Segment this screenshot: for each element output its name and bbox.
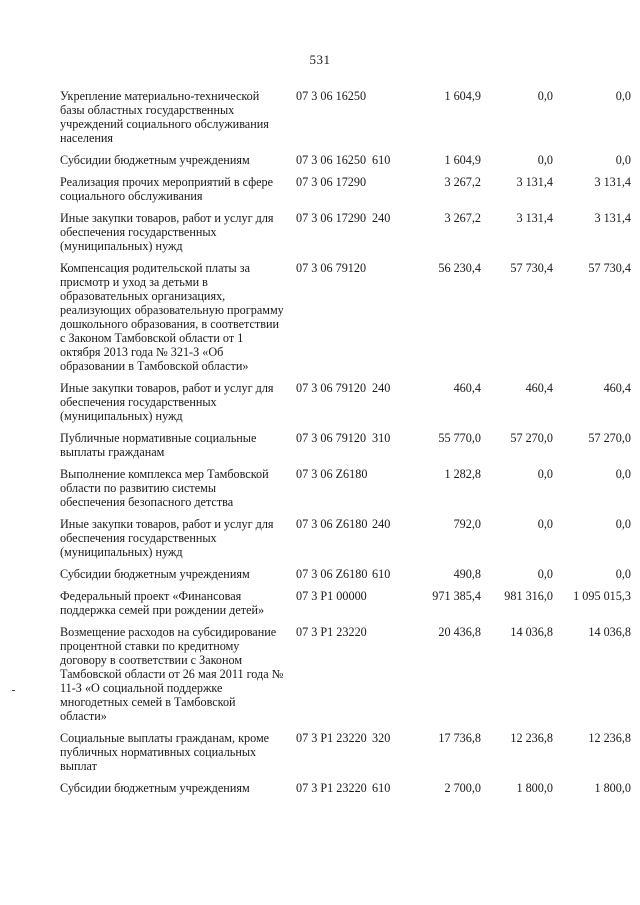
row-name: Возмещение расходов на субсидирование процентной ставки по кредитному договору в соответствии с Законом Тамбовской области от 26 мая 2011 года № 11-З «О социальной поддержке многодетных семей в Тамбовской области» xyxy=(60,625,284,723)
page-number: 531 xyxy=(309,52,331,67)
row-value-year2: 57 270,0 xyxy=(510,431,553,445)
row-value-year1: 1 604,9 xyxy=(444,153,481,167)
row-value-year3: 14 036,8 xyxy=(588,625,631,639)
row-name: Компенсация родительской платы за присмотр и уход за детьми в образовательных организациях, реализующих образовательную программу дошкольного образования, в соответствии с Законом Тамбовской области от 1 октября 2013 года № 321-З «Об образовании в Тамбовской области» xyxy=(60,261,284,373)
row-value-year2: 0,0 xyxy=(537,567,553,581)
table-row xyxy=(0,781,640,795)
row-value-year1: 490,8 xyxy=(453,567,481,581)
table-row xyxy=(0,89,640,145)
row-name: Субсидии бюджетным учреждениям xyxy=(60,153,250,167)
row-name: Иные закупки товаров, работ и услуг для обеспечения государственных (муниципальных) нужд xyxy=(60,211,274,253)
row-expense-type: 610 xyxy=(372,567,391,581)
row-value-year3: 3 131,4 xyxy=(594,175,631,189)
row-value-year1: 971 385,4 xyxy=(432,589,481,603)
row-value-year3: 0,0 xyxy=(615,153,631,167)
row-name: Иные закупки товаров, работ и услуг для обеспечения государственных (муниципальных) нужд xyxy=(60,517,274,559)
table-row xyxy=(0,467,640,509)
table-row xyxy=(0,517,640,559)
row-name: Укрепление материально-технической базы областных государственных учреждений социального обслуживания населения xyxy=(60,89,269,145)
row-target-code: 07 3 P1 00000 xyxy=(296,589,367,603)
table-row xyxy=(0,261,640,373)
row-target-code: 07 3 P1 23220 xyxy=(296,731,367,745)
row-value-year2: 3 131,4 xyxy=(516,175,553,189)
row-expense-type xyxy=(372,89,406,145)
row-value-year3: 3 131,4 xyxy=(594,211,631,225)
row-target-code: 07 3 06 Z6180 xyxy=(296,467,368,481)
row-target-code: 07 3 06 Z6180 xyxy=(296,567,368,581)
row-value-year3: 0,0 xyxy=(615,467,631,481)
table-row xyxy=(0,625,640,723)
row-value-year3: 1 095 015,3 xyxy=(573,589,631,603)
row-name: Федеральный проект «Финансовая поддержка семей при рождении детей» xyxy=(60,589,265,617)
row-expense-type: 320 xyxy=(372,731,391,745)
row-target-code: 07 3 06 79120 xyxy=(296,381,367,395)
table-row xyxy=(0,567,640,581)
row-expense-type: 240 xyxy=(372,381,391,395)
row-value-year2: 0,0 xyxy=(537,89,553,103)
table-row xyxy=(0,381,640,423)
table-row xyxy=(0,211,640,253)
row-expense-type: 610 xyxy=(372,781,391,795)
row-value-year2: 981 316,0 xyxy=(504,589,553,603)
row-name: Выполнение комплекса мер Тамбовской области по развитию системы обеспечения безопасного детства xyxy=(60,467,269,509)
row-value-year3: 12 236,8 xyxy=(588,731,631,745)
row-target-code: 07 3 06 79120 xyxy=(296,431,367,445)
row-value-year3: 0,0 xyxy=(615,517,631,531)
row-target-code: 07 3 06 Z6180 xyxy=(296,517,368,531)
row-target-code: 07 3 06 16250 xyxy=(296,153,367,167)
row-name: Реализация прочих мероприятий в сфере социального обслуживания xyxy=(60,175,274,203)
row-expense-type xyxy=(372,625,406,723)
row-value-year2: 57 730,4 xyxy=(510,261,553,275)
budget-table xyxy=(0,89,640,803)
row-value-year2: 460,4 xyxy=(525,381,553,395)
row-value-year3: 57 270,0 xyxy=(588,431,631,445)
row-target-code: 07 3 06 17290 xyxy=(296,211,367,225)
row-target-code: 07 3 P1 23220 xyxy=(296,625,367,639)
row-expense-type: 310 xyxy=(372,431,391,445)
row-value-year2: 0,0 xyxy=(537,153,553,167)
row-value-year2: 0,0 xyxy=(537,467,553,481)
row-value-year2: 14 036,8 xyxy=(510,625,553,639)
row-value-year1: 460,4 xyxy=(453,381,481,395)
row-value-year1: 56 230,4 xyxy=(438,261,481,275)
row-target-code: 07 3 P1 23220 xyxy=(296,781,367,795)
row-expense-type xyxy=(372,175,406,203)
table-row xyxy=(0,731,640,773)
row-expense-type xyxy=(372,261,406,373)
row-value-year1: 1 282,8 xyxy=(444,467,481,481)
row-name: Социальные выплаты гражданам, кроме публичных нормативных социальных выплат xyxy=(60,731,270,773)
row-value-year1: 17 736,8 xyxy=(438,731,481,745)
row-name: Субсидии бюджетным учреждениям xyxy=(60,567,250,581)
table-row xyxy=(0,589,640,617)
row-target-code: 07 3 06 16250 xyxy=(296,89,367,103)
row-expense-type: 240 xyxy=(372,211,391,225)
row-expense-type xyxy=(372,589,406,617)
row-name: Субсидии бюджетным учреждениям xyxy=(60,781,250,795)
row-name: Публичные нормативные социальные выплаты гражданам xyxy=(60,431,257,459)
row-value-year3: 0,0 xyxy=(615,567,631,581)
row-value-year1: 1 604,9 xyxy=(444,89,481,103)
row-value-year3: 1 800,0 xyxy=(594,781,631,795)
row-value-year1: 3 267,2 xyxy=(444,175,481,189)
row-target-code: 07 3 06 17290 xyxy=(296,175,367,189)
row-value-year3: 57 730,4 xyxy=(588,261,631,275)
row-value-year1: 55 770,0 xyxy=(438,431,481,445)
row-name: Иные закупки товаров, работ и услуг для обеспечения государственных (муниципальных) нужд xyxy=(60,381,274,423)
row-expense-type: 610 xyxy=(372,153,391,167)
row-value-year2: 0,0 xyxy=(537,517,553,531)
row-value-year2: 12 236,8 xyxy=(510,731,553,745)
table-row xyxy=(0,153,640,167)
row-value-year2: 1 800,0 xyxy=(516,781,553,795)
row-value-year1: 3 267,2 xyxy=(444,211,481,225)
row-expense-type xyxy=(372,467,406,509)
row-value-year3: 0,0 xyxy=(615,89,631,103)
table-row xyxy=(0,175,640,203)
row-value-year1: 792,0 xyxy=(453,517,481,531)
row-value-year3: 460,4 xyxy=(603,381,631,395)
row-expense-type: 240 xyxy=(372,517,391,531)
row-value-year1: 2 700,0 xyxy=(444,781,481,795)
row-target-code: 07 3 06 79120 xyxy=(296,261,367,275)
row-value-year2: 3 131,4 xyxy=(516,211,553,225)
row-value-year1: 20 436,8 xyxy=(438,625,481,639)
scan-mark xyxy=(12,690,15,691)
table-row xyxy=(0,431,640,459)
